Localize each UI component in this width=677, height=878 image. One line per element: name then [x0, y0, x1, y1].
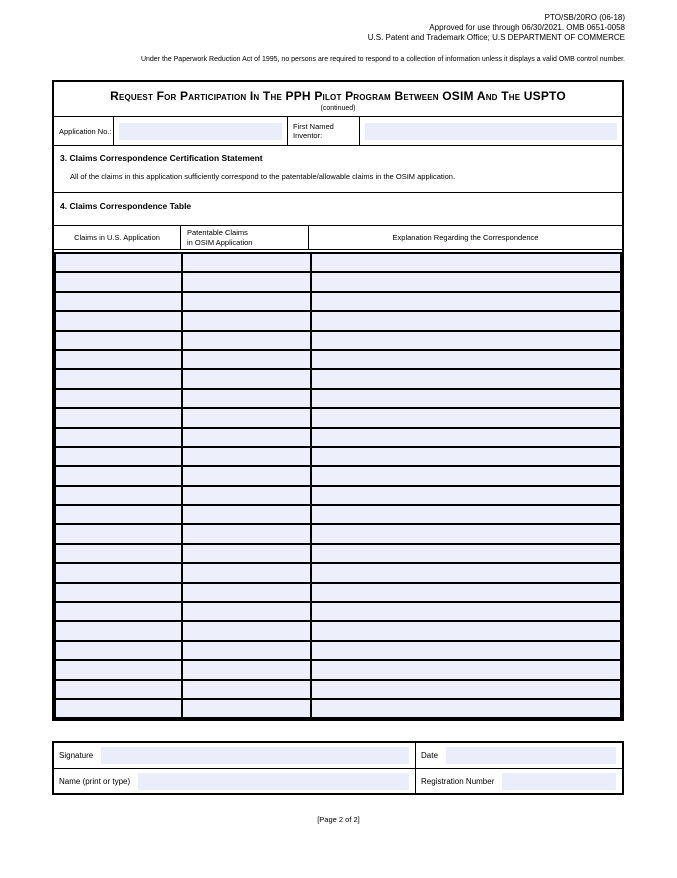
approval-line: Approved for use through 06/30/2021. OMB 0651-0058 [429, 23, 625, 32]
table-cell[interactable] [312, 564, 620, 581]
table-cell[interactable] [183, 429, 310, 446]
date-field[interactable] [446, 747, 616, 764]
table-row [56, 525, 620, 542]
table-row [56, 312, 620, 329]
table-cell[interactable] [183, 448, 310, 465]
table-row [56, 622, 620, 639]
table-cell[interactable] [56, 273, 181, 290]
table-cell[interactable] [312, 448, 620, 465]
first-named-inventor-label: First Named Inventor: [287, 117, 359, 145]
registration-cell [415, 769, 622, 793]
table-cell[interactable] [312, 254, 620, 271]
table-cell[interactable] [56, 603, 181, 620]
section-4-heading: 4. Claims Correspondence Table [60, 201, 192, 211]
header-claims-osim-line1: Patentable Claims [187, 228, 248, 237]
table-cell[interactable] [183, 254, 310, 271]
table-cell[interactable] [183, 273, 310, 290]
table-cell[interactable] [312, 409, 620, 426]
header-claims-us: Claims in U.S. Application [74, 233, 160, 242]
table-row [56, 467, 620, 484]
table-cell[interactable] [183, 622, 310, 639]
table-cell[interactable] [183, 487, 310, 504]
table-cell[interactable] [183, 370, 310, 387]
registration-number-field[interactable] [502, 773, 616, 790]
signature-label: Signature [59, 751, 94, 760]
table-cell[interactable] [312, 370, 620, 387]
table-cell[interactable] [56, 312, 181, 329]
table-cell[interactable] [183, 332, 310, 349]
table-row [56, 506, 620, 523]
page-indicator: [Page 2 of 2] [317, 815, 360, 824]
header-claims-osim [180, 226, 308, 249]
table-row [56, 332, 620, 349]
first-named-inventor-field[interactable] [365, 123, 617, 140]
table-cell[interactable] [56, 700, 181, 717]
table-row [56, 429, 620, 446]
table-row [56, 409, 620, 426]
table-row [56, 681, 620, 698]
section-3-heading: 3. Claims Correspondence Certification Statement [60, 153, 263, 163]
table-cell[interactable] [183, 390, 310, 407]
table-row [56, 448, 620, 465]
paperwork-reduction-notice: Under the Paperwork Reduction Act of 1995, no persons are required to respond to a collection of information unless it displays a valid OMB control number. [140, 56, 625, 63]
date-cell [415, 743, 622, 768]
table-cell[interactable] [312, 351, 620, 368]
table-cell[interactable] [312, 700, 620, 717]
table-cell[interactable] [312, 661, 620, 678]
form-number: PTO/SB/20RO (06-18) [544, 13, 625, 22]
table-cell[interactable] [183, 467, 310, 484]
table-cell[interactable] [56, 409, 181, 426]
table-cell[interactable] [312, 487, 620, 504]
table-cell[interactable] [56, 622, 181, 639]
header-claims-osim-line2: in OSIM Application [187, 237, 253, 247]
table-row [56, 351, 620, 368]
table-cell[interactable] [56, 506, 181, 523]
signature-box [52, 741, 624, 795]
name-field[interactable] [138, 773, 409, 790]
section-3-certification [54, 146, 622, 193]
table-cell[interactable] [56, 448, 181, 465]
table-cell[interactable] [56, 429, 181, 446]
table-cell[interactable] [183, 564, 310, 581]
table-cell[interactable] [312, 312, 620, 329]
table-cell[interactable] [312, 681, 620, 698]
signature-row-2 [54, 768, 622, 793]
table-row [56, 545, 620, 562]
table-row [56, 370, 620, 387]
registration-label: Registration Number [421, 776, 495, 786]
name-label: Name (print or type) [59, 776, 131, 786]
table-cell[interactable] [183, 409, 310, 426]
table-cell[interactable] [183, 506, 310, 523]
table-cell[interactable] [56, 351, 181, 368]
table-cell[interactable] [56, 525, 181, 542]
table-cell[interactable] [312, 390, 620, 407]
table-cell[interactable] [56, 584, 181, 601]
table-cell[interactable] [312, 273, 620, 290]
table-cell[interactable] [56, 681, 181, 698]
signature-cell [54, 743, 415, 768]
application-no-cell [113, 117, 287, 145]
title-section [54, 82, 622, 117]
table-row [56, 487, 620, 504]
form-title: Request For Participation In The PPH Pilot Program Between OSIM And The USPTO [110, 89, 566, 103]
table-cell[interactable] [183, 661, 310, 678]
table-cell[interactable] [312, 506, 620, 523]
table-cell[interactable] [312, 293, 620, 310]
table-row [56, 584, 620, 601]
main-form-box [52, 80, 624, 721]
table-row [56, 661, 620, 678]
table-cell[interactable] [183, 293, 310, 310]
table-cell[interactable] [183, 351, 310, 368]
table-row [56, 293, 620, 310]
table-row [56, 390, 620, 407]
table-cell[interactable] [312, 545, 620, 562]
form-subtitle: (continued) [320, 105, 356, 112]
table-cell[interactable] [56, 564, 181, 581]
table-cell[interactable] [56, 332, 181, 349]
table-cell[interactable] [312, 525, 620, 542]
table-cell[interactable] [56, 254, 181, 271]
table-cell[interactable] [56, 642, 181, 659]
header-explanation: Explanation Regarding the Correspondence [308, 226, 622, 249]
table-cell[interactable] [183, 681, 310, 698]
table-cell[interactable] [312, 603, 620, 620]
table-row [56, 273, 620, 290]
section-4-table-section [54, 193, 622, 225]
table-row [56, 254, 620, 271]
application-info-row [54, 117, 622, 146]
table-cell[interactable] [56, 545, 181, 562]
date-label: Date [421, 751, 438, 760]
table-cell[interactable] [56, 390, 181, 407]
table-cell[interactable] [312, 622, 620, 639]
table-cell[interactable] [183, 312, 310, 329]
form-header [368, 13, 625, 43]
claims-table-header [54, 225, 622, 250]
table-cell[interactable] [183, 525, 310, 542]
table-cell[interactable] [183, 642, 310, 659]
name-cell [54, 769, 415, 793]
claims-table-body [54, 252, 622, 719]
table-cell[interactable] [183, 545, 310, 562]
table-cell[interactable] [56, 293, 181, 310]
table-cell[interactable] [56, 370, 181, 387]
table-cell[interactable] [312, 642, 620, 659]
table-cell[interactable] [312, 429, 620, 446]
table-cell[interactable] [312, 467, 620, 484]
table-cell[interactable] [56, 487, 181, 504]
office-line: U.S. Patent and Trademark Office; U.S DEPARTMENT OF COMMERCE [367, 33, 625, 42]
table-row [56, 564, 620, 581]
table-cell[interactable] [312, 332, 620, 349]
table-cell[interactable] [312, 584, 620, 601]
signature-row-1 [54, 743, 622, 768]
section-3-statement: All of the claims in this application sufficiently correspond to the patentable/allowable claims in the OSIM application. [70, 172, 456, 181]
table-cell[interactable] [56, 661, 181, 678]
signature-field[interactable] [101, 747, 409, 764]
first-named-inventor-cell [359, 117, 622, 145]
application-no-label: Application No.: [59, 126, 112, 136]
table-row [56, 642, 620, 659]
table-cell[interactable] [183, 584, 310, 601]
application-no-field[interactable] [119, 123, 282, 140]
table-cell[interactable] [183, 700, 310, 717]
table-cell[interactable] [183, 603, 310, 620]
table-row [56, 603, 620, 620]
table-row [56, 700, 620, 717]
table-cell[interactable] [56, 467, 181, 484]
